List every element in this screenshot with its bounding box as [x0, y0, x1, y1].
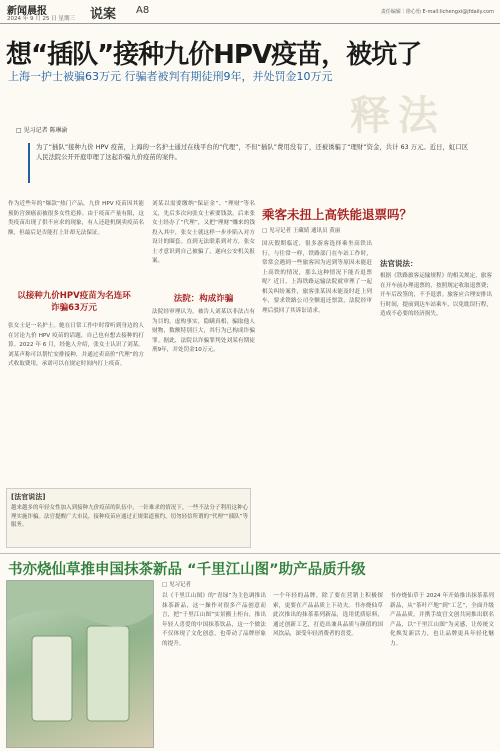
lead-column-1b: 张女士是一名护士。她在日常工作中时常听到身边的人在讨论九价 HPV 疫苗的话题，自己也有想去接种的打算。2022 年 6 月，经他人介绍，张女士认识了刘某。刘某声称可以帮忙安排接种，并通过卖高价“代理”的方式收取费用，承诺可以在规定时间内打上疫苗。 [8, 323, 144, 367]
page-number: A8 [136, 5, 150, 16]
lead-column-2b: 法院经审理认为，被告人刘某以非法占有为目的，虚构事实，隐瞒真相，骗取他人财物，数额特别巨大，其行为已构成诈骗罪。据此，法院以诈骗罪判处刘某有期徒刑9年，并处罚金10万元。 [152, 309, 255, 353]
law-subheading: 法院：构成诈骗 [173, 294, 234, 304]
bottom-column-3: 书亦烧仙草于 2024 年开始推出抹茶系列新品，从“茶叶产地”到“工艺”，全面升级产品品质，并携手故宫文创共同推出联名产品，以“千里江山图”为灵感，让传统文化焕发新活力，也让品牌更具年轻化魅力。 [390, 593, 494, 647]
issue-date: 2024 年 9 月 25 日 星期三 [7, 16, 75, 22]
lead-column-2: 刘某以需要缴纳“保证金”、“理财”等名义，先后多次向张女士索要钱款。后来张女士经办了“代理”，又把“理财”赚来的钱投入其中，张女士就这样一步步陷入对方设计的圈套。直到无法联系到对方，张女士才意识到自己被骗了，遂向公安机关报案。 [152, 201, 255, 264]
decorative-title: 释法 [350, 93, 446, 139]
lead-summary: 为了“插队”接种九价 HPV 疫苗，上海的一名护士通过在线平台的“代理”，不但“插队”费用没有了，还被诱骗了“理财”资金，共计 63 万元。近日，虹口区人民法院公开开庭审理了这起诈骗九价疫苗的案件。 [28, 143, 468, 183]
lead-subhead: 上海一护士被骗63万元 行骗者被判有期徒刑9年，并处罚金10万元 [8, 70, 333, 83]
product-photo [6, 580, 154, 748]
lead-headline: 想“插队”接种九价HPV疫苗，被坑了 [6, 40, 422, 70]
tea-cup-illustration [7, 581, 154, 748]
masthead [0, 0, 500, 24]
newspaper-logo: 新闻晨报 [7, 6, 47, 17]
divider [0, 553, 500, 554]
side-byline-text: 见习记者 王藏婧 通讯员 黄丽 [268, 228, 341, 234]
judge-note-box [6, 488, 251, 548]
reporter-icon: □ [262, 228, 269, 234]
lead-byline-text: 见习记者 陈琳渝 [23, 127, 68, 134]
bottom-byline [162, 580, 191, 588]
lead-byline [16, 125, 68, 134]
judge-note-heading: [法官说法] [11, 493, 46, 501]
side-legal-text: 根据《铁路旅客运输规程》的相关规定，旅客在开车前办理退票的，按照规定收取退票费；开车后改签的，不予退票。旅客应合理安排出行时间，提前到达车站乘车，以免耽误行程，造成不必要的经济损失。 [380, 273, 492, 317]
judge-note-text: 越来越多的年轻女性加入到接种九价疫苗的队伍中，一针难求的情况下，一些不法分子利用这种心理实施诈骗。法官提醒广大市民，接种疫苗应通过正规渠道预约，切勿轻信所谓的“代理”“插队”等服务。 [11, 505, 248, 528]
reporter-icon: □ [16, 127, 24, 134]
side-body: 国庆假期临近，很多游客选择乘坐高铁出行。与往常一样，铁路部门在车站工作时，常常会遇到一些旅客因为迟到等原因未能赶上高铁的情况，那么这种情况下能否退票呢？近日，上海铁路运输法院就审理了一起相关纠纷案件，旅客张某因未能及时赶上列车，要求铁路公司全额退还票款，法院经审理后驳回了其诉讼请求。 [262, 241, 372, 314]
side-legal-heading: 法官说法： [380, 259, 418, 268]
bottom-column-1: 以《千里江山图》的“青绿”为主色调推出抹茶新品，这一操作对很多产品创意而言，把“千里江山图”实景搬上柜台，推出年轻人喜爱的中国抹茶饮品，这一个做法不仅体现了文化创意，也带动了品牌形象的提升。 [162, 593, 266, 647]
lead-subheading-1: 以接种九价HPV疫苗为名连环诈骗63万元 [17, 291, 131, 313]
bottom-byline-text: 见习记者 [168, 582, 191, 588]
lead-column-1: 作为近些年的“爆款”热门产品，九价 HPV 疫苗因其能预防宫颈癌而被很多女性追捧。由于疫苗产量有限，这类疫苗出现了供不应求的现象，有人还趁机倒卖疫苗名额，但最后是否能打上针却无法保证。 [8, 201, 144, 236]
side-headline: 乘客未扭上高铁能退票吗？ [262, 207, 413, 222]
bottom-headline: 书亦烧仙草推申国抹茶新品 “千里江山图”助产品质升级 [8, 562, 366, 578]
section-name: 说案 [90, 7, 117, 22]
reporter-icon: □ [162, 582, 169, 588]
editor-line: 责任编辑｜徐心怡 E-mail:lichengxi@jfdaily.com [380, 9, 494, 15]
bottom-column-2: 一个年轻的品牌，除了要在营销上积极探索，更要在产品品质上下功夫。书亦烧仙草此次推出的抹茶系列新品，选用优质原料，通过创新工艺，打造出兼具品质与颜值的国风饮品，深受年轻消费者的喜爱。 [273, 593, 383, 637]
side-byline [262, 226, 340, 234]
